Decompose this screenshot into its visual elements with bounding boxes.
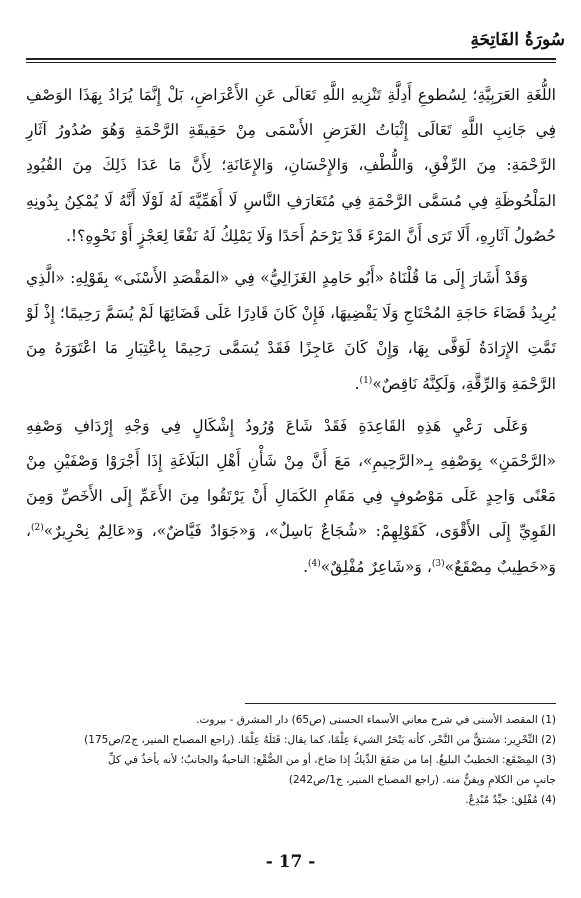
paragraph-text: ، وَ«خَطِيبٌ مِصْقَعٌ» xyxy=(26,522,556,576)
main-body-text xyxy=(26,78,556,592)
footnote-line: جانبٍ من الكلامِ ويفنُّ منه. (راجع المصباح المنير، ج1/ص242) xyxy=(288,774,556,786)
footnote-separator xyxy=(245,703,556,704)
body-paragraph xyxy=(26,261,556,402)
footnote-reference: (3) xyxy=(431,558,445,569)
footnote-reference: (1) xyxy=(359,375,373,386)
footnote-line: (4) مُفْلِق: جيِّدٌ مُبْدِعٌ. xyxy=(465,794,556,806)
paragraph-text: . xyxy=(354,374,360,393)
footnote-reference: (4) xyxy=(308,558,321,569)
footnote-line: (1) المقصد الأسنى في شرح معاني الأسماء الحسنى (ص65) دار المشرق - بيروت. xyxy=(196,714,556,726)
paragraph-text: . xyxy=(303,557,309,576)
paragraph-text: وَقَدْ أَشَارَ إِلَى مَا قُلْنَاهُ «أَبُو حَامِدٍ الغَزَالِيُّ» فِي «المَقْصَدِ الأَسْنَى» بِقَوْلِهِ: «الَّذِي يُرِيدُ قَضَاءَ حَاجَةِ المُحْتَاجِ وَلَا يَقْضِيهَا، فَإِنْ كَانَ قَادِرًا عَلَى قَضَائِهَا لَمْ يُسَمَّ رَحِيمًا؛ إِذْ لَوْ تَمَّتِ الإِرَادَةُ لَوَفَّى بِهَا، وَإِنْ كَانَ عَاجِزًا فَقَدْ يُسَمَّى رَحِيمًا بِاعْتِبَارِ مَا اعْتَوَرَهُ مِنَ الرَّحْمَةِ وَالرِّقَّةِ، وَلَكِنَّهُ نَاقِصٌ» xyxy=(26,269,556,393)
running-header-title: سُورَةُ الفَاتِحَةِ xyxy=(470,30,565,50)
footnote-line: (3) المِصْقَع: الخطيبُ البليغُ. إما من صَقَعَ الدِّيكُ إذا صَاحَ، أو من الصُّقْع: الناحيةُ والجانبُ؛ لأنه يأخذُ في كلِّ xyxy=(107,754,556,766)
page-number: - 17 - xyxy=(265,852,316,872)
header-rule xyxy=(26,58,556,60)
footnote-reference: (2) xyxy=(31,523,44,534)
body-paragraph xyxy=(26,409,556,585)
footnotes xyxy=(26,710,556,810)
body-paragraph xyxy=(26,78,556,254)
paragraph-text: ، وَ«شَاعِرٌ مُفْلِقٌ» xyxy=(320,557,432,576)
header-rule-thin xyxy=(26,62,556,63)
paragraph-text: وَعَلَى رَعْيِ هَذِهِ القَاعِدَةِ فَقَدْ شَاعَ وُرُودُ إِشْكَالٍ فِي وَجْهِ إِرْدَافِ وَصْفِهِ «الرَّحْمَنِ» بِوَصْفِهِ بِـ«الرَّحِيمِ»، مَعَ أَنَّ مِنْ شَأْنِ أَهْلِ البَلَاغَةِ إِذَا أَجْرَوْا وَصْفَيْنِ مِنْ مَعْنًى وَاحِدٍ عَلَى مَوْصُوفٍ فِي مَقَامِ الكَمَالِ أَنْ يَرْتَقُوا مِنَ الأَعَمِّ إِلَى الأَخَصِّ وَمِنَ القَوِيِّ إِلَى الأَقْوَى، كَقَوْلِهِمْ: «شُجَاعٌ بَاسِلٌ»، وَ«جَوَادٌ فَيَّاضٌ»، وَ«عَالِمٌ نِحْرِيرٌ» xyxy=(26,416,556,541)
footnote-line: (2) النِّحْرِير: مشتقٌّ من النَّحْر، كأنه يَنْحَرُ الشيءَ عِلْمًا، كما يقال: قَتَلَهُ عِلْمًا. (راجع المصباح المنير، ج2/ص175) xyxy=(84,734,556,746)
paragraph-text: اللُّغَةِ العَرَبِيَّةِ؛ لِسُطوعِ أَدِلَّةِ تَنْزِيهِ اللَّهِ تَعَالَى عَنِ الأَعْرَاضِ، بَلْ إِنَّمَا يُرَادُ بِهَذَا الوَصْفِ فِي جَانِبِ اللَّهِ تَعَالَى إِثْبَاتُ الغَرَضِ الأَسْمَى مِنْ حَقِيقَةِ الرَّحْمَةِ وَهُوَ صُدُورُ آثَارِ الرَّحْمَةِ: مِنَ الرِّفْقِ، وَاللُّطْفِ، وَالإِحْسَانِ، وَالإِعَانَةِ؛ لِأَنَّ مَا عَدَا ذَلِكَ مِنَ القُيُودِ المَلْحُوظَةِ فِي مُسَمَّى الرَّحْمَةِ فِي مُتَعَارَفِ النَّاسِ لَا أَهَمِّيَّةَ لَهُ لَوْلَا أَنَّهُ لَا يُمْكِنُ بِدُونِهِ حُصُولُ آثَارِهِ، أَلَا تَرَى أَنَّ المَرْءَ قَدْ يَرْحَمُ أَحَدًا وَلَا يَمْلِكُ لَهُ نَفْعًا لِعَجْزٍ أَوْ نَحْوِهِ؟!. xyxy=(26,86,556,245)
